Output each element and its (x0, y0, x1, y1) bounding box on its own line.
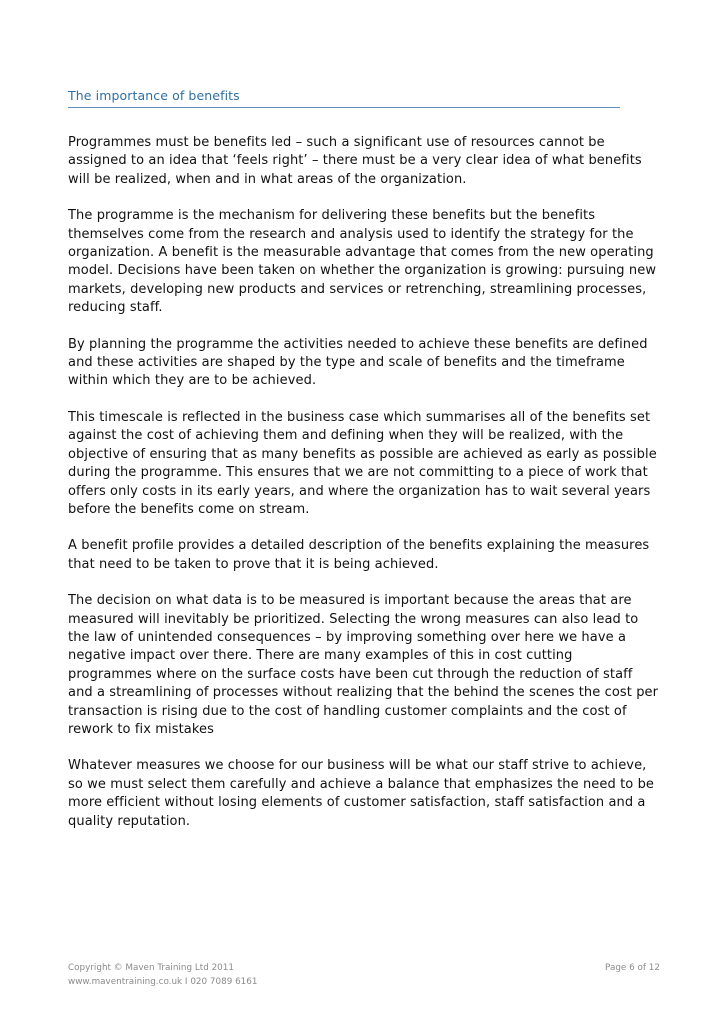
paragraph: The programme is the mechanism for delivering these benefits but the benefits themselves come from the research and analysis used to identify the strategy for the organization. A benefit is the measurable advantage that comes from the new operating model. Decisions have been taken on whether the organization is growing: pursuing new markets, developing new products and services or retrenching, streamlining processes, reducing staff. (68, 208, 657, 316)
paragraph: Whatever measures we choose for our business will be what our staff strive to achieve, so we must select them carefully and achieve a balance that emphasizes the need to be more efficient without losing elements of customer satisfaction, staff satisfaction and a quality reputation. (68, 758, 655, 829)
paragraph: Programmes must be benefits led – such a significant use of resources cannot be assigned to an idea that ‘feels right’ – there must be a very clear idea of what benefits will be realized, when and in what areas of the organization. (68, 135, 642, 187)
footer-left (68, 961, 257, 989)
paragraph: The decision on what data is to be measured is important because the areas that are measured will inevitably be prioritized. Selecting the wrong measures can also lead to the law of unintended consequences – by improving something over here we have a negative impact over there. There are many examples of this in cost cutting programmes where on the surface costs have been cut through the reduction of staff and a streamlining of processes without realizing that the behind the scenes the cost per transaction is rising due to the cost of handling customer complaints and the cost of rework to fix mistakes (68, 593, 659, 737)
title-divider (68, 107, 620, 108)
section-title: The importance of benefits (68, 88, 240, 103)
footer-contact: www.maventraining.co.uk I 020 7089 6161 (68, 977, 258, 987)
footer-copyright: Copyright © Maven Training Ltd 2011 (68, 963, 234, 973)
page-number: Page 6 of 12 (605, 963, 660, 973)
paragraph: By planning the programme the activities needed to achieve these benefits are defined and these activities are shaped by the type and scale of benefits and the timeframe within which they are to be achieved. (68, 336, 648, 389)
body-text (68, 134, 660, 849)
paragraph: This timescale is reflected in the business case which summarises all of the benefits set against the cost of achieving them and defining when they will be realized, with the objective of ensuring that as many benefits as possible are achieved as early as possible during the programme. This ensures that we are not committing to a piece of work that offers only costs in its early years, and where the organization has to wait several years before the benefits come on stream. (68, 409, 657, 517)
paragraph: A benefit profile provides a detailed description of the benefits explaining the measures that need to be taken to prove that it is being achieved. (68, 538, 650, 572)
